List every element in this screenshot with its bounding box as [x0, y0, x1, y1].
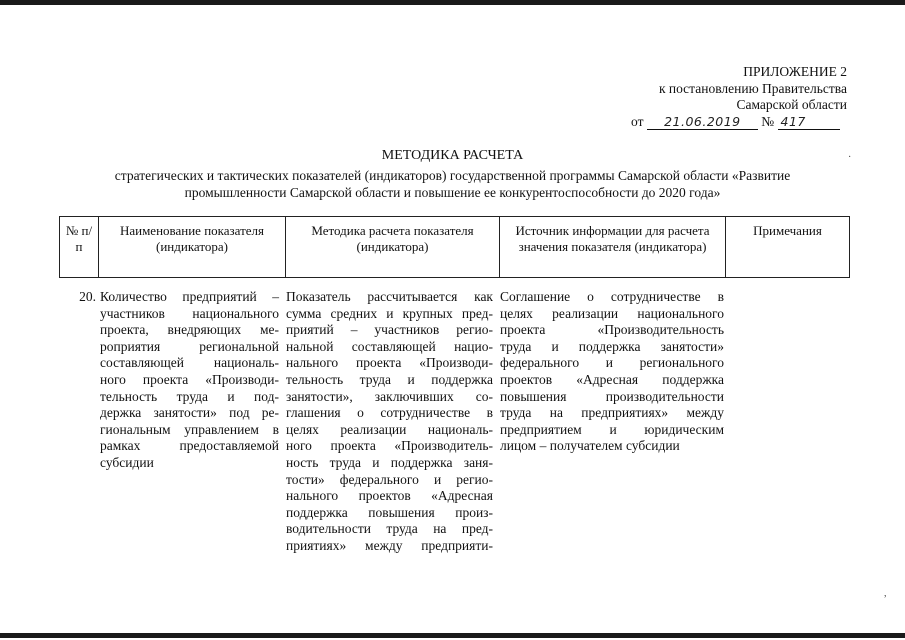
information-source-cell — [500, 289, 724, 455]
text-line: тельность труда и под- — [100, 388, 279, 404]
calculation-method-cell — [286, 289, 493, 555]
text-line: тельность труда и поддержка — [286, 371, 493, 387]
scan-speck: , — [884, 588, 887, 599]
appendix-title: ПРИЛОЖЕНИЕ 2 — [743, 64, 847, 79]
text-line: проекта «Производительность — [500, 322, 724, 338]
text-line: лицом – получателем субсидии — [500, 438, 680, 454]
appendix-block — [659, 64, 847, 114]
appendix-line-2: к постановлению Правительства — [658, 80, 847, 96]
handwritten-date: 21.06.2019 — [647, 114, 758, 130]
text-line: участников национального — [100, 305, 279, 321]
text-line: повышения производительности — [500, 388, 724, 404]
appendix-line-3: Самарской области — [736, 97, 847, 112]
text-line: предприятием и юридическим — [500, 421, 724, 437]
document-subtitle — [70, 167, 835, 201]
text-line: субсидии — [100, 454, 154, 470]
text-line: рамках предоставляемой — [100, 438, 279, 454]
text-line: проекта, внедряющих ме- — [100, 322, 279, 338]
scan-bottom-border — [0, 633, 905, 638]
number-prefix: № — [761, 114, 775, 129]
document-title: МЕТОДИКА РАСЧЕТА — [381, 148, 524, 163]
text-line: занятости», заключивших со- — [286, 388, 493, 404]
text-line: Показатель рассчитывается как — [286, 289, 493, 304]
text-line: федерального и регионального — [500, 355, 724, 371]
text-line: ного проекта «Производитель- — [286, 438, 493, 454]
header-information-source: Источник информации для расчета значения показателя (индикатора) — [500, 217, 726, 278]
order-date-number — [631, 114, 840, 130]
text-line: целях реализации национального — [500, 305, 724, 321]
header-calculation-method: Методика расчета показателя (индикатора) — [286, 217, 500, 278]
methodology-table-header — [59, 216, 849, 278]
text-line: приятий – участников регио- — [286, 322, 493, 338]
text-line: сумма средних и крупных пред- — [286, 305, 493, 321]
text-line: ного проекта «Производи- — [100, 371, 279, 387]
text-line: приятиях» между предприяти- — [286, 537, 493, 553]
handwritten-number: 417 — [778, 114, 840, 130]
text-line: держка занятости» под ре- — [100, 405, 279, 421]
text-line: Соглашение о сотрудничестве в — [500, 289, 724, 304]
text-line: труда на предприятиях» между — [500, 405, 724, 421]
text-line: нальной составляющей нацио- — [286, 338, 493, 354]
text-line: проектов «Адресная поддержка — [500, 371, 724, 387]
text-line: нального проекта «Производи- — [286, 355, 493, 371]
text-line: труда и поддержка занятости» — [500, 338, 724, 354]
scan-speck: · — [848, 152, 852, 163]
scan-top-border — [0, 0, 905, 5]
text-line: составляющей националь- — [100, 355, 279, 371]
text-line: водительности труда на пред- — [286, 521, 493, 537]
text-line: целях реализации националь- — [286, 421, 493, 437]
date-prefix: от — [631, 114, 644, 129]
text-line: поддержка повышения произ- — [286, 504, 493, 520]
text-line: нального проектов «Адресная — [286, 488, 493, 504]
row-number: 20. — [79, 289, 96, 304]
header-number: № п/п — [60, 217, 99, 278]
text-line: тости» федерального и регио- — [286, 471, 493, 487]
header-indicator-name: Наименование показателя (индикатора) — [99, 217, 286, 278]
subtitle-line: стратегических и тактических показателей (индикаторов) государственной программы Самарской области «Развитие — [114, 168, 791, 183]
indicator-name-cell — [100, 289, 279, 472]
text-line: глашения о сотрудничестве в — [286, 405, 493, 421]
header-notes: Примечания — [726, 217, 850, 278]
subtitle-line: промышленности Самарской области и повышение ее конкурентоспособности до 2020 года» — [184, 185, 721, 200]
text-line: ность труда и поддержка заня- — [286, 454, 493, 470]
text-line: гиональным управлением в — [100, 421, 279, 437]
text-line: Количество предприятий – — [100, 289, 279, 304]
text-line: роприятия региональной — [100, 338, 279, 354]
